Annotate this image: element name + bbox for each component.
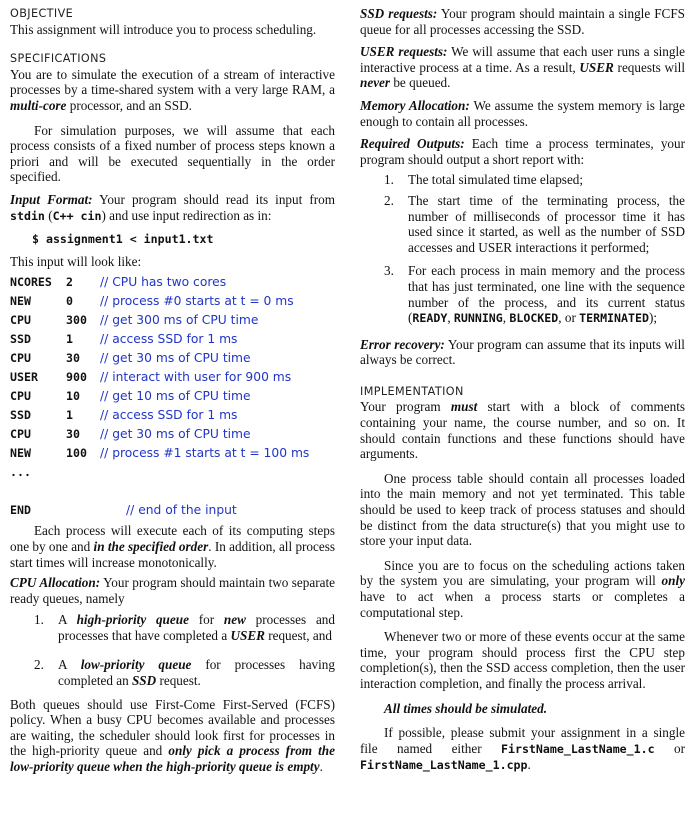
code-row <box>10 292 309 311</box>
memory-allocation-paragraph: Memory Allocation: We assume the system memory is large enough to contain all processes. <box>360 97 685 129</box>
input-format-paragraph: Input Format: Your program should read its input from stdin (C++ cin) and use input redirection as in: <box>10 191 335 223</box>
code-row <box>10 463 309 482</box>
code-row <box>10 311 309 330</box>
user-requests-paragraph: USER requests: We will assume that each user runs a single interactive process at a time. As a result, USER requests will never be queued. <box>360 44 685 91</box>
code-row <box>10 349 309 368</box>
code-row <box>10 273 309 292</box>
code-arg: 30 <box>66 351 80 366</box>
each-process-paragraph: Each process will execute each of its computing steps one by one and in the specified order. In addition, all process start times will increase monotonically. <box>10 523 335 570</box>
code-op: CPU <box>10 389 31 404</box>
code-comment: // access SSD for 1 ms <box>100 332 238 347</box>
code-row <box>10 330 309 349</box>
left-column <box>10 6 335 775</box>
code-comment: // process #1 starts at t = 100 ms <box>100 446 310 461</box>
list-item: 2. A low-priority queue for processes having completed an SSD request. <box>34 657 335 689</box>
list-item: 3. For each process in main memory and the process that has just terminated, one line with the sequence number of the process, and its current status (READY, RUNNING, BLOCKED, or TERMINATED); <box>384 263 685 326</box>
input-look-text: This input will look like: <box>10 253 142 269</box>
code-comment: // get 300 ms of CPU time <box>100 313 259 328</box>
code-arg: 1 <box>66 408 73 423</box>
code-arg <box>66 463 100 482</box>
code-row <box>10 406 309 425</box>
right-column <box>360 6 685 774</box>
code-arg: 900 <box>66 370 87 385</box>
code-arg: 30 <box>66 427 80 442</box>
code-comment <box>100 482 309 501</box>
code-op: NEW <box>10 294 31 309</box>
code-op: NCORES <box>10 275 52 290</box>
cpu-allocation-paragraph: CPU Allocation: Your program should maintain two separate ready queues, namely <box>10 575 335 606</box>
code-comment: // end of the input <box>126 503 237 518</box>
code-op: USER <box>10 370 38 385</box>
implementation-paragraph-1: Your program must start with a block of comments containing your name, the course number, and so on. It should contain functions and these functions should have arguments. <box>360 399 685 462</box>
spec-paragraph-1: You are to simulate the execution of a stream of interactive processes by a time-shared system with a very large RAM, a multi-core processor, and an SSD. <box>10 66 335 113</box>
fcfs-paragraph: Both queues should use First-Come First-Served (FCFS) policy. When a busy CPU becomes available and processes are waiting, the scheduler should look first for processes in the high-priority queue and only pick a process from the low-priority queue when the high-priority queue is empty. <box>10 696 335 775</box>
submission-paragraph: If possible, please submit your assignment in a single file named either FirstName_LastName_1.c or FirstName_LastName_1.cpp. <box>360 725 685 773</box>
code-arg <box>66 501 100 520</box>
list-item: 2. The start time of the terminating process, the number of milliseconds of processor time it has used since it started, as well as the number of SSD accesses and USER interactions it performed; <box>384 192 685 255</box>
implementation-paragraph-3: Since you are to focus on the scheduling actions taken by the system you are simulating, your program will only have to act when a process starts or completes a computational step. <box>360 557 685 620</box>
list-item: 1. The total simulated time elapsed; <box>384 172 584 188</box>
code-op: CPU <box>10 427 31 442</box>
code-arg: 300 <box>66 313 87 328</box>
list-item: 1. A high-priority queue for new processes and processes that have completed a USER request, and <box>34 612 335 643</box>
specifications-heading: SPECIFICATIONS <box>10 52 107 66</box>
code-arg: 2 <box>66 275 73 290</box>
code-comment: // get 30 ms of CPU time <box>100 351 251 366</box>
implementation-paragraph-4: Whenever two or more of these events occur at the same time, your program should process first the CPU step completion(s), then the SSD access completion, then the user interaction completion, and finally the process arrival. <box>360 629 685 691</box>
code-row <box>10 482 309 501</box>
code-op <box>10 482 66 501</box>
all-times-simulated: All times should be simulated. <box>384 700 548 716</box>
ready-queues-list <box>10 612 335 688</box>
code-arg <box>66 482 100 501</box>
code-op: SSD <box>10 332 31 347</box>
implementation-heading: IMPLEMENTATION <box>360 384 464 398</box>
code-row <box>10 444 309 463</box>
code-arg: 10 <box>66 389 80 404</box>
command-line: $ assignment1 < input1.txt <box>32 232 214 247</box>
code-comment: // access SSD for 1 ms <box>100 408 238 423</box>
code-comment: // get 30 ms of CPU time <box>100 427 251 442</box>
code-comment: // process #0 starts at t = 0 ms <box>100 294 294 309</box>
code-op: SSD <box>10 408 31 423</box>
required-outputs-list <box>360 172 685 326</box>
objective-text: This assignment will introduce you to process scheduling. <box>10 21 317 37</box>
code-arg: 1 <box>66 332 73 347</box>
code-comment: // interact with user for 900 ms <box>100 370 292 385</box>
code-row <box>10 425 309 444</box>
code-op: ... <box>10 465 31 480</box>
code-op: NEW <box>10 446 31 461</box>
code-op: END <box>10 503 31 518</box>
code-comment: // CPU has two cores <box>100 275 227 290</box>
code-row <box>10 387 309 406</box>
code-row <box>10 501 309 520</box>
spec-paragraph-2: For simulation purposes, we will assume that each process consists of a fixed number of process steps known a priori and will be executed sequentially in the order specified. <box>10 122 335 185</box>
required-outputs-paragraph: Required Outputs: Each time a process terminates, your program should output a short report with: <box>360 136 685 167</box>
ssd-requests-paragraph: SSD requests: Your program should maintain a single FCFS queue for all processes accessing the SSD. <box>360 6 686 37</box>
code-op: CPU <box>10 313 31 328</box>
objective-heading: OBJECTIVE <box>10 7 74 20</box>
input-code-block <box>10 273 309 520</box>
code-comment: // get 10 ms of CPU time <box>100 389 251 404</box>
code-arg: 100 <box>66 446 87 461</box>
implementation-paragraph-2: One process table should contain all processes loaded into the main memory and not yet terminated. This table should be used to keep track of process statuses and should be distinct from the data structure(s) that you might use to store your input data. <box>360 470 685 549</box>
code-comment <box>100 463 309 482</box>
code-row <box>10 368 309 387</box>
code-op: CPU <box>10 351 31 366</box>
code-arg: 0 <box>66 294 73 309</box>
error-recovery-paragraph: Error recovery: Your program can assume that its inputs will always be correct. <box>360 336 685 368</box>
